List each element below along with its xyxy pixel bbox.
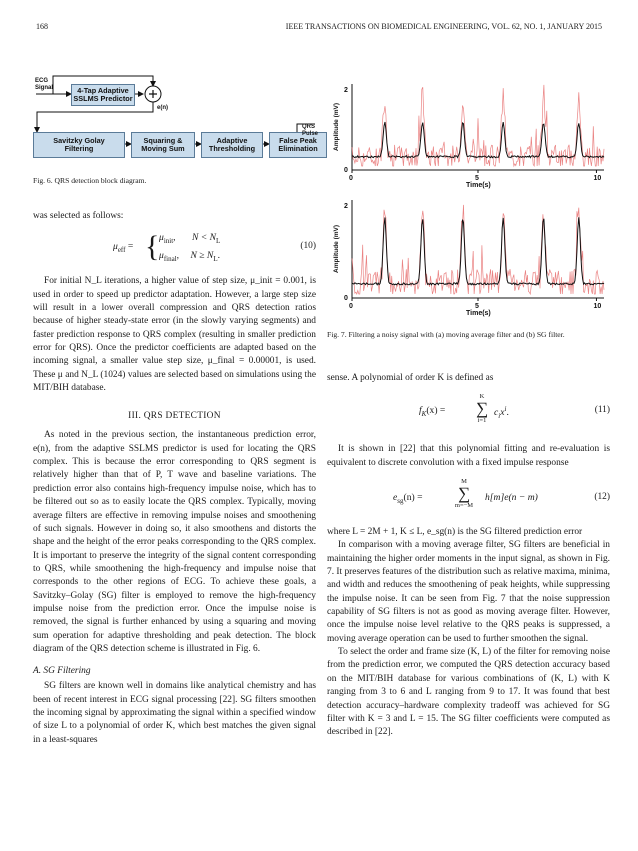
plot-body — [333, 200, 604, 317]
eq10-lhs: $\mu_{eff}$ = — [113, 241, 134, 255]
eq10-case1-cond-sub: L — [216, 237, 221, 246]
eq10-case1-val: μ — [159, 232, 164, 244]
journal-header: IEEE TRANSACTIONS ON BIOMEDICAL ENGINEERING, VOL. 62, NO. 1, JANUARY 2015 — [285, 22, 602, 31]
plot-body — [333, 84, 604, 189]
x-tick-label: 10 — [593, 303, 602, 310]
threshold-label-line1: Adaptive — [216, 135, 248, 145]
squaring-label-line1: Squaring & — [143, 135, 183, 145]
predictor-label-line1: 4-Tap Adaptive — [77, 85, 129, 95]
equation-10 — [33, 231, 316, 269]
sg-filter-label-line1: Savitzky Golay — [53, 135, 105, 145]
eq11-sum-top: K — [479, 393, 485, 401]
paragraph-step-size: For initial N_L iterations, a higher value of step size, μ_init = 0.001, is used in order to speed up predictor adaptation. However, a large step size will result in a lower overall compression and QRS detection ratios because of higher steady-state error (in the slowly varying segments) and faster prediction response to QRS complex (resulting in smaller prediction error for QRS). Once the predictor coefficients are adapted based on the incoming signal, a smaller value step size, μ_final = 0.00001, is used. These μ and N_L (1024) values are selected based on simulations using the MIT/BIH database. — [33, 276, 316, 394]
y-axis-label: Amplitude (mV) — [333, 224, 340, 273]
fig7b-sg-filter-plot — [328, 192, 610, 318]
false-peak-label-line1: False Peak — [279, 135, 317, 145]
eq10-case1-sub: init — [163, 237, 174, 246]
eq10-case2-sub: final — [163, 255, 177, 264]
paragraph-qrs-detection: As noted in the previous section, the instantaneous prediction error, e(n), from the adaptive SSLMS predictor is used for locating the QRS complex. This is because the error corresponding to QRS segment is relatively higher than that of P, T wave and baseline variations. The prediction error also contains high-frequency impulse noise, which has to be filtered out so as to easily locate the QRS complex. Typically, moving average filters are effective in removing impulse noises and smoothening of such signals. However in doing so, it also smoothens and distorts the shape and the height of the error peaks corresponding to the QRS complex. It is important to preserve the integrity of the signal content corresponding to QRS, while smoothening the high-frequency and impulse noise that corresponds to the other regions of ECG. To achieve these goals, a Savitzky–Golay (SG) filter is employed to remove the high-frequency impulse noise from the prediction error. Once the impulse noise is removed, the signal is further enhanced by using a squaring and moving sum operation for adaptive thresholding and peak detection. The block diagram of the QRS detection scheme is illustrated in Fig. 6. — [33, 430, 316, 654]
eq11-term-x: x — [500, 407, 505, 419]
y-tick-2: 2 — [344, 203, 348, 210]
page-number: 168 — [36, 22, 48, 31]
squaring-label-line2: Moving Sum — [141, 144, 185, 153]
fig6-caption: Fig. 6. QRS detection block diagram. — [33, 176, 147, 185]
eq11-lhs-symbol: f — [419, 405, 422, 417]
paragraph-sg-filters: SG filters are known well in domains like analytical chemistry and has been of recent interest in ECG signal processing [22]. SG filters smoothen the incoming signal by approximating the signal within a specified window of size L to a polynomial of order K, which best matches the given signal in a least-squares — [33, 681, 316, 745]
eq12-number: (12) — [594, 492, 610, 503]
x-tick-label: 5 — [475, 175, 479, 182]
qrs-output-line1: QRS — [302, 124, 316, 130]
eq12-lhs-symbol: e — [393, 492, 398, 504]
subsection-title-sg-filtering: A. SG Filtering — [33, 666, 91, 677]
qrs-output-label — [302, 124, 318, 137]
ecg-input-label-line2: Signal — [35, 84, 54, 91]
equation-11 — [327, 395, 610, 429]
eq12-term: h[m]e(n − m) — [485, 492, 538, 504]
ecg-input-label — [35, 78, 53, 91]
eq11-number: (11) — [594, 405, 610, 416]
left-column — [33, 210, 316, 747]
eq10-brace: { — [145, 230, 160, 264]
eq12-lhs — [393, 492, 423, 505]
sg-filter-label-line2: Filtering — [64, 144, 94, 153]
qrs-block-diagram — [33, 72, 323, 168]
eq11-term: $c_ix^i$. — [494, 405, 509, 421]
y-tick-0: 0 — [344, 295, 348, 302]
x-axis-label: Time(s) — [466, 182, 491, 189]
eq12-lhs-arg: (n) = — [403, 492, 423, 504]
noisy-signal-line — [352, 205, 604, 294]
ecg-input-label-line1: ECG — [35, 78, 49, 84]
right-column — [327, 372, 610, 740]
noisy-signal-line — [352, 85, 604, 166]
eq12-sigma: ∑ — [457, 484, 471, 504]
paragraph-impulse-response: It is shown in [22] that this polynomial fitting and re-evaluation is equivalent to discrete convolution with a fixed impulse response — [327, 444, 610, 468]
eq11-lhs — [419, 405, 445, 418]
eq12-sum — [449, 478, 479, 509]
y-axis-label: Amplitude (mV) — [333, 102, 340, 151]
polynomial-intro: sense. A polynomial of order K is defined as — [327, 373, 494, 383]
paragraph-order-selection: To select the order and frame size (K, L) of the filter for removing noise from the prediction error, we computed the QRS detection accuracy based on the MIT/BIH database for various combinations of (K, L) with K ranging from 3 to 6 and L ranging from 9 to 17. It was found that best detection accuracy–hardware complexity tradeoff was achieved for SG filter with K = 3 and L = 15. The SG filter coefficients were computed as described in [22]. — [327, 647, 610, 738]
eq10-case2-cond: N ≥ N — [190, 250, 214, 262]
eq11-sigma: ∑ — [475, 399, 489, 419]
squaring-block — [131, 132, 195, 158]
eq10-lhs-sub: eff — [117, 246, 126, 255]
x-tick-label: 0 — [349, 303, 353, 310]
x-tick-label: 0 — [349, 175, 353, 182]
paragraph-where: where L = 2M + 1, K ≤ L, e_sg(n) is the SG filtered prediction error — [327, 527, 583, 538]
fig7a-moving-average-plot — [328, 76, 610, 190]
eq12-lhs-sub: sg — [397, 496, 404, 505]
eq10-case1: $\mu_{init}$, $N < N_L$ — [159, 232, 221, 246]
section-title-qrs-detection: III. QRS DETECTION — [128, 411, 221, 422]
eq11-term-c: c — [494, 407, 499, 419]
eq11-lhs-sub: K — [421, 410, 427, 419]
false-peak-label-line2: Elimination — [278, 144, 318, 153]
fig7-caption: Fig. 7. Filtering a noisy signal with (a) moving average filter and (b) SG filter. — [327, 330, 565, 339]
x-tick-label: 10 — [593, 175, 602, 182]
eq11-term-sub: i — [498, 412, 501, 421]
eq12-sum-top: M — [461, 478, 467, 486]
y-tick-2: 2 — [344, 87, 348, 94]
intro-line: was selected as follows: — [33, 211, 124, 221]
y-tick-0: 0 — [344, 167, 348, 174]
equation-12 — [327, 480, 610, 516]
eq10-number: (10) — [300, 241, 316, 252]
error-signal-label: e(n) — [157, 105, 168, 111]
x-tick-label: 5 — [475, 303, 479, 310]
false-peak-block — [269, 132, 327, 158]
eq10-case2-cond-sub: L — [213, 255, 218, 264]
eq10-case2-val: μ — [159, 250, 164, 262]
eq12-sum-bottom: m=−M — [454, 502, 474, 510]
eq10-case2: $\mu_{final}$, $N \ge N_L$. — [159, 250, 221, 264]
qrs-output-line2: Pulse — [302, 130, 319, 137]
eq10-lhs-symbol: μ — [113, 241, 118, 253]
adaptive-threshold-block — [201, 132, 263, 158]
eq10-case1-cond: N < N — [191, 232, 217, 244]
x-axis-label: Time(s) — [466, 310, 491, 317]
eq11-sum — [473, 393, 491, 424]
sg-filter-block — [33, 132, 125, 158]
paragraph-comparison: In comparison with a moving average filter, SG filters are beneficial in maintaining the higher order moments in the input signal, as shown in Fig. 7. It preserves features of the distribution such as relative maxima, minima, and width and reduces the smoothening of peak heights, while suppressing the impulse noise. It can be seen from Fig. 7 that the noise suppression capability of SG filters is not as good as moving average filter. However, once the impulse noise level relative to the QRS peaks is suppressed, a moving average operation can be used to further smoothen the signal. — [327, 540, 610, 644]
eq11-lhs-arg: (x) = — [426, 405, 446, 417]
predictor-label-line2: SSLMS Predictor — [73, 94, 133, 103]
sslms-predictor-block — [71, 84, 135, 106]
threshold-label-line2: Thresholding — [208, 144, 256, 153]
eq11-sum-bottom: i=1 — [477, 417, 487, 425]
eq11-term-sup: i — [504, 405, 507, 414]
